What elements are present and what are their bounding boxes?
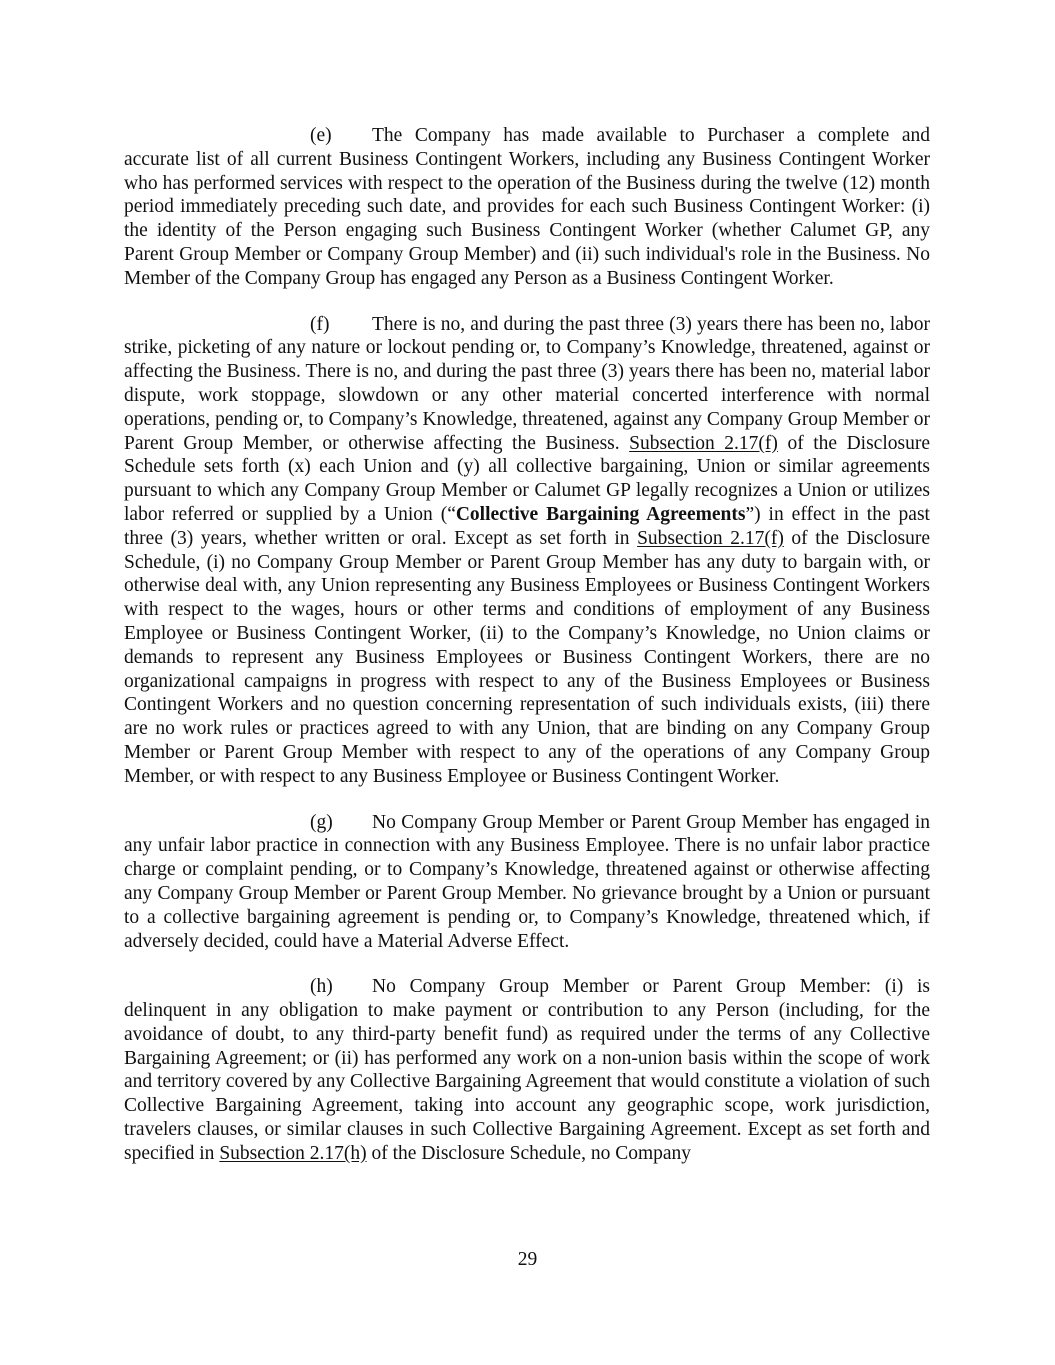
subsection-reference: Subsection 2.17(f) xyxy=(629,432,778,454)
subsection-reference: Subsection 2.17(f) xyxy=(637,527,784,549)
paragraph-text: There is no, and during the past three (3) years there has been no, labor strike, picketing of any nature or lockout pending or, to Company’s Knowledge, threatened, against or affecting the Business. There is no, and during the past three (3) years there has been no, material labor dispute, work stoppage, slowdown or any other material concerted interference with normal operations, pending or, to Company’s Knowledge, threatened, against any Company Group Member or Parent Group Member, or otherwise affecting the Business. xyxy=(124,313,930,454)
paragraph-label: (g) xyxy=(310,811,333,833)
paragraph-g xyxy=(124,811,930,954)
paragraph-label: (f) xyxy=(310,313,330,335)
subsection-reference: Subsection 2.17(h) xyxy=(219,1142,367,1164)
paragraph-f xyxy=(124,313,930,789)
paragraph-label: (h) xyxy=(310,976,333,998)
document-body xyxy=(124,124,930,1188)
paragraph-text: The Company has made available to Purchaser a complete and accurate list of all current Business Contingent Workers, including any Business Contingent Worker who has performed services with respect to the operation of the Business during the twelve (12) month period immediately preceding such date, and provides for each such Business Contingent Worker: (i) the identity of the Person engaging such Business Contingent Worker (whether Calumet GP, any Parent Group Member or Company Group Member) and (ii) such individual's role in the Business. No Member of the Company Group has engaged any Person as a Business Contingent Worker. xyxy=(124,125,930,289)
paragraph-text: No Company Group Member or Parent Group Member: (i) is delinquent in any obligation to make payment or contribution to any Person (including, for the avoidance of doubt, to any third-party benefit fund) as required under the terms of any Collective Bargaining Agreement; or (ii) has performed any work on a non-union basis within the scope of work and territory covered by any Collective Bargaining Agreement that would constitute a violation of such Collective Bargaining Agreement, taking into account any geographic scope, work jurisdiction, travelers clauses, or similar clauses in such Collective Bargaining Agreement. Except as set forth and specified in xyxy=(124,976,930,1164)
paragraph-text: of the Disclosure Schedule, no Company xyxy=(366,1142,692,1164)
page-number: 29 xyxy=(517,1249,538,1270)
defined-term: Collective Bargaining Agreements xyxy=(455,503,746,525)
paragraph-text: of the Disclosure Schedule sets forth (x) each Union and (y) all collective bargaining, Union or similar agreements pursuant to which any Company Group Member or Calumet GP legally recognizes a Union or utilizes labor referred or supplied by a Union (“ xyxy=(124,432,930,525)
paragraph-label: (e) xyxy=(310,125,332,146)
paragraph-h xyxy=(124,975,930,1165)
paragraph-e xyxy=(124,124,930,291)
paragraph-text: of the Disclosure Schedule, (i) no Company Group Member or Parent Group Member has any duty to bargain with, or otherwise deal with, any Union representing any Business Employees or Business Contingent Workers with respect to the wages, hours or other terms and conditions of employment of any Business Employee or Business Contingent Worker, (ii) to the Company’s Knowledge, no Union claims or demands to represent any Business Employees or Business Contingent Workers, there are no organizational campaigns in progress with respect to any of the Business Employees or Business Contingent Workers and no question concerning representation of such individuals exists, (iii) there are no work rules or practices agreed to with any Union, that are binding on any Company Group Member or Parent Group Member with respect to any of the operations of any Company Group Member, or with respect to any Business Employee or Business Contingent Worker. xyxy=(124,527,930,787)
paragraph-text: No Company Group Member or Parent Group Member has engaged in any unfair labor practice in connection with any Business Employee. There is no unfair labor practice charge or complaint pending, or to Company’s Knowledge, threatened against or otherwise affecting any Company Group Member or Parent Group Member. No grievance brought by a Union or pursuant to a collective bargaining agreement is pending or, to Company’s Knowledge, threatened which, if adversely decided, could have a Material Adverse Effect. xyxy=(124,811,930,952)
paragraph-text: ”) in effect in the past three (3) years, whether written or oral. Except as set forth in xyxy=(124,503,930,549)
